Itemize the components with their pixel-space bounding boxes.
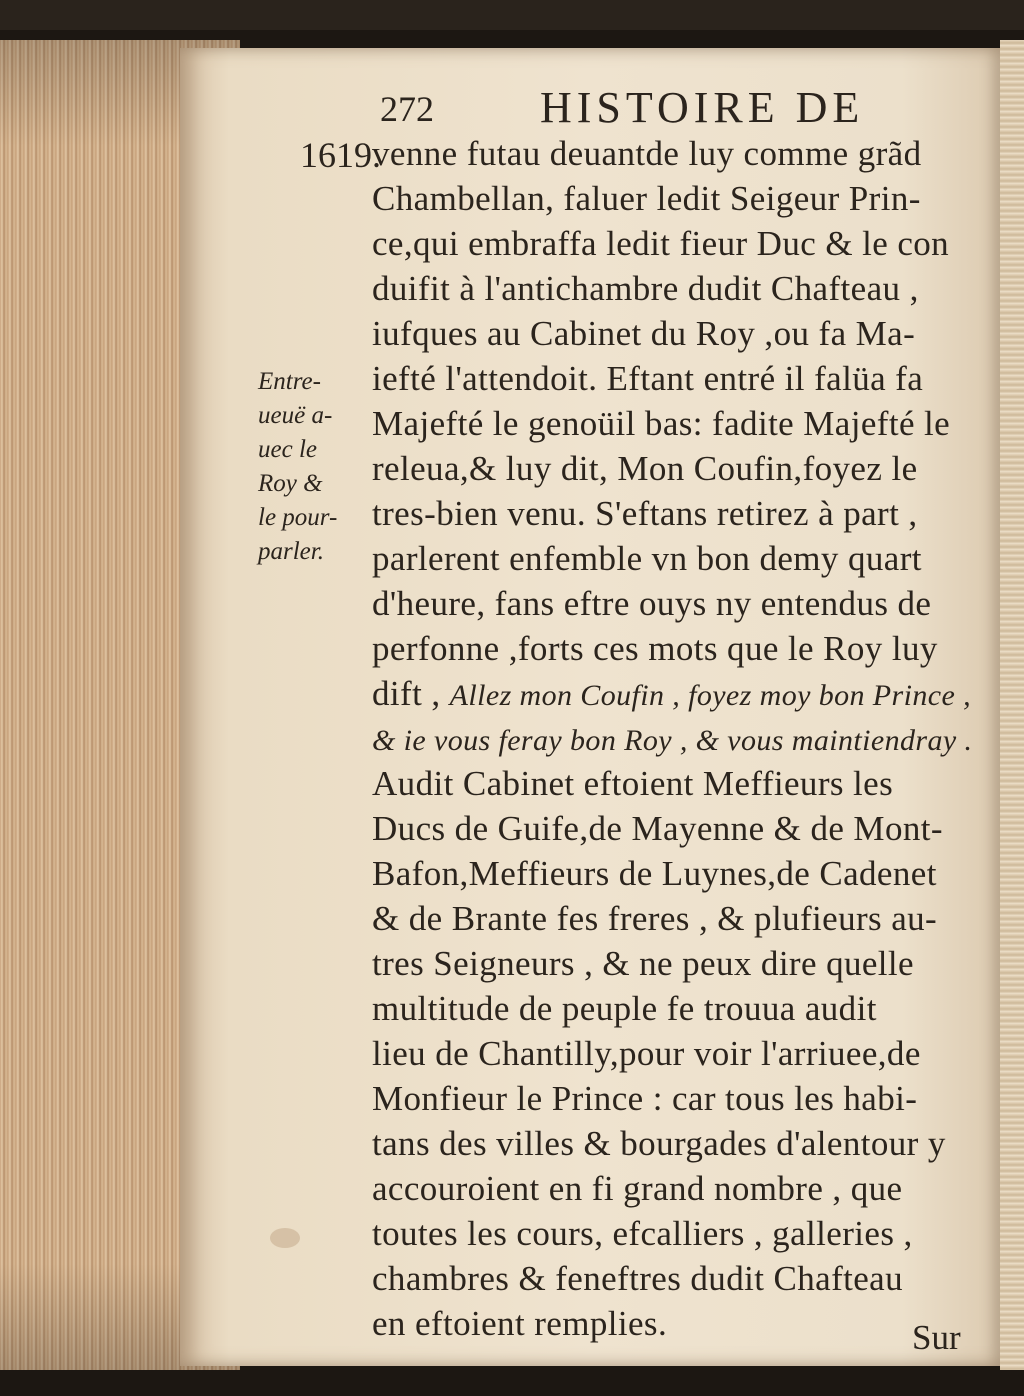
text-line: en eftoient remplies. <box>372 1304 668 1343</box>
text-line: duifit à l'antichambre dudit Chafteau , <box>372 269 919 308</box>
text-line: Bafon,Meffieurs de Luynes,de Cadenet <box>372 854 937 893</box>
text-line: Audit Cabinet eftoient Meffieurs les <box>372 764 894 803</box>
text-line <box>372 719 972 759</box>
text-line-roman: dift , <box>372 674 450 713</box>
text-line: accouroient en fi grand nombre , que <box>372 1169 903 1208</box>
text-line-italic: & ie vous feray bon Roy , & vous maintiendray . <box>372 724 973 757</box>
catchword: Sur <box>912 1318 961 1357</box>
text-line: iefté l'attendoit. Eftant entré il falüa fa <box>372 359 924 398</box>
running-title: HISTOIRE DE <box>540 83 865 132</box>
text-line: perfonne ,forts ces mots que le Roy luy <box>372 629 938 668</box>
text-line: multitude de peuple fe trouua audit <box>372 989 877 1028</box>
text-line: toutes les cours, efcalliers , galleries , <box>372 1214 913 1253</box>
margin-year: 1619. <box>300 135 381 175</box>
text-line: & de Brante fes freres , & plufieurs au- <box>372 899 938 938</box>
text-line: Majefté le genoüil bas: fadite Majefté le <box>372 404 951 443</box>
text-line: Chambellan, faluer ledit Seigeur Prin- <box>372 179 921 218</box>
margin-note-line: uec le <box>258 436 317 463</box>
text-line <box>372 674 971 714</box>
margin-note-line: parler. <box>258 538 324 565</box>
text-line: tres Seigneurs , & ne peux dire quelle <box>372 944 914 983</box>
text-line: releua,& luy dit, Mon Coufin,foyez le <box>372 449 918 488</box>
text-line: tres-bien venu. S'eftans retirez à part , <box>372 494 918 533</box>
page-number: 272 <box>380 89 434 129</box>
text-line: parlerent enfemble vn bon demy quart <box>372 539 922 578</box>
text-line: Ducs de Guife,de Mayenne & de Mont- <box>372 809 943 848</box>
margin-note-line: Roy & <box>258 470 323 497</box>
text-line: iufques au Cabinet du Roy ,ou fa Ma- <box>372 314 916 353</box>
margin-note-line: le pour- <box>258 504 338 531</box>
gutter-edge <box>1000 40 1024 1370</box>
margin-note-line: Entre- <box>258 368 321 395</box>
text-line: d'heure, fans eftre ouys ny entendus de <box>372 584 932 623</box>
margin-note-line: ueuë a- <box>258 402 333 429</box>
text-line-italic: Allez mon Coufin , foyez moy bon Prince , <box>449 679 971 712</box>
text-line: venne futau deuantde luy comme grãd <box>372 134 922 173</box>
text-line: ce,qui embraffa ledit fieur Duc & le con <box>372 224 950 263</box>
text-line: chambres & feneftres dudit Chafteau <box>372 1259 904 1298</box>
text-line: Monfieur le Prince : car tous les habi- <box>372 1079 918 1118</box>
paper-stain <box>270 1228 300 1248</box>
text-line: lieu de Chantilly,pour voir l'arriuee,de <box>372 1034 921 1073</box>
text-line: tans des villes & bourgades d'alentour y <box>372 1124 946 1163</box>
